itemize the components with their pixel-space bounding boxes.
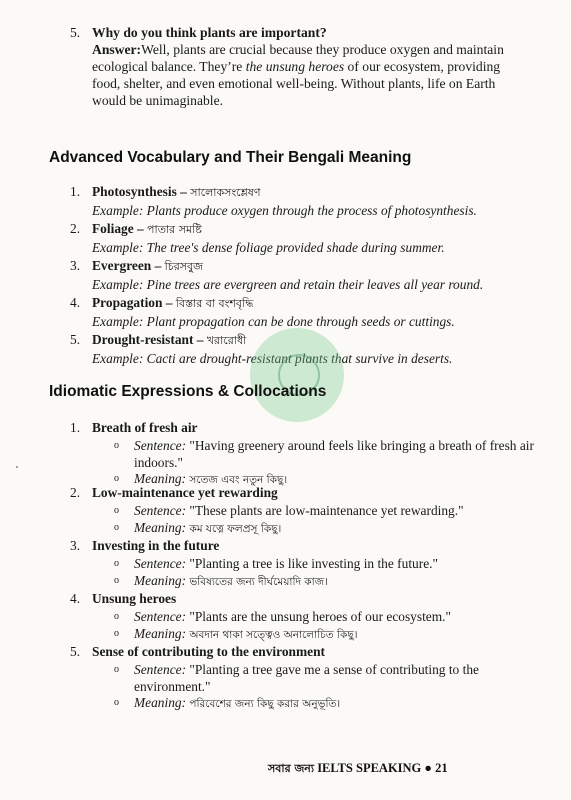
vocab-item [70, 184, 540, 221]
term-dash: – [162, 295, 176, 310]
vocab-example: Example: The tree's dense foliage provided shade during summer. [92, 240, 445, 255]
vocab-example: Example: Plants produce oxygen through the process of photosynthesis. [92, 203, 477, 218]
bullet-icon: o [114, 473, 119, 484]
idiom-item [70, 538, 540, 591]
idioms-list [70, 420, 540, 714]
bengali-meaning: বিস্তার বা বংশবৃদ্ধি [175, 297, 254, 310]
term-dash: – [176, 184, 191, 199]
meaning-label: Meaning: [134, 519, 187, 535]
term-word: Evergreen [92, 258, 152, 273]
idiom-title: Breath of fresh air [92, 420, 198, 435]
idiom-title: Sense of contributing to the environment [92, 644, 325, 659]
bullet-icon: o [114, 440, 119, 451]
sentence-text: "Planting a tree is like investing in the future." [186, 556, 438, 571]
bullet-icon: o [114, 697, 119, 708]
item-number: 4. [70, 295, 81, 310]
watermark-logo [250, 328, 344, 422]
bullet-icon: o [114, 611, 119, 622]
item-number: 3. [70, 258, 81, 273]
answer-part-1: Well, plants are crucial because they produce oxygen and maintain ecological balance. They’re [92, 42, 504, 74]
footer-text: IELTS SPEAKING ● 21 [314, 761, 448, 775]
idioms-heading: Idiomatic Expressions & Collocations [49, 383, 327, 400]
meaning-text: কম যত্নে ফলপ্রসূ কিছু। [186, 522, 282, 535]
sentence-label: Sentence: [134, 662, 187, 677]
term-dash: – [193, 332, 207, 347]
idiom-meaning [114, 625, 540, 644]
term-dash: – [133, 221, 148, 236]
item-number: 2. [70, 485, 81, 500]
idiom-sentence [114, 662, 534, 695]
vocab-example: Example: Plant propagation can be done through seeds or cuttings. [92, 314, 455, 329]
meaning-text: ভবিষ্যতের জন্য দীর্ঘমেয়াদি কাজ। [186, 575, 328, 588]
question-number: 5. [70, 25, 81, 40]
vocab-term [92, 184, 261, 203]
term-dash: – [151, 258, 165, 273]
sentence-label: Sentence: [134, 503, 187, 518]
page-footer [268, 760, 448, 779]
answer-text [92, 41, 520, 109]
idiom-item [70, 644, 540, 714]
bengali-meaning: খরারোধী [206, 334, 247, 347]
vocab-term [92, 295, 253, 314]
bullet-icon: o [114, 664, 119, 675]
vocab-example: Example: Cacti are drought-resistant plants that survive in deserts. [92, 351, 453, 366]
sentence-text: "These plants are low-maintenance yet rewarding." [186, 503, 464, 518]
item-number: 5. [70, 332, 81, 347]
term-word: Propagation [92, 295, 163, 310]
sentence-text: "Having greenery around feels like bringing a breath of fresh air indoors." [134, 438, 534, 470]
sentence-label: Sentence: [134, 556, 187, 571]
vocab-example: Example: Pine trees are evergreen and retain their leaves all year round. [92, 277, 484, 292]
sentence-text: "Plants are the unsung heroes of our ecosystem." [186, 609, 451, 624]
meaning-text: পরিবেশের জন্য কিছু করার অনুভূতি। [186, 698, 341, 710]
item-number: 5. [70, 644, 81, 659]
meaning-label: Meaning: [134, 572, 187, 588]
vocab-term [92, 221, 202, 240]
idiom-meaning [114, 519, 540, 538]
bullet-icon: o [114, 627, 119, 639]
meaning-label: Meaning: [134, 471, 187, 486]
idiom-sentence [114, 503, 540, 520]
idiom-title: Unsung heroes [92, 591, 177, 606]
vocab-item [70, 258, 540, 295]
vocab-item [70, 221, 540, 258]
bullet-icon: o [114, 505, 119, 516]
meaning-label: Meaning: [134, 695, 187, 710]
footer-bengali: সবার জন্য [268, 762, 315, 775]
sentence-label: Sentence: [134, 609, 187, 624]
idiom-item [70, 591, 540, 644]
answer-italic: the unsung heroes [245, 59, 345, 74]
vocabulary-heading: Advanced Vocabulary and Their Bengali Meaning [49, 149, 412, 166]
term-word: Foliage [92, 221, 134, 236]
item-number: 1. [70, 184, 81, 199]
sentence-label: Sentence: [134, 438, 187, 453]
question-text: Why do you think plants are important? [92, 25, 327, 40]
meaning-label: Meaning: [134, 625, 187, 641]
idiom-title: Investing in the future [92, 538, 220, 553]
item-number: 4. [70, 591, 81, 606]
idiom-meaning [114, 572, 540, 591]
sentence-text: "Planting a tree gave me a sense of contributing to the environment." [134, 662, 479, 694]
idiom-meaning [114, 695, 540, 713]
bengali-meaning: সালোকসংশ্লেষণ [190, 186, 261, 199]
bullet-icon: o [114, 574, 119, 586]
item-number: 1. [70, 420, 81, 435]
margin-mark [16, 466, 18, 468]
bengali-meaning: পাতার সমষ্টি [147, 223, 202, 236]
idiom-sentence [114, 438, 534, 471]
answer-part-2: of our ecosystem, providing food, shelter, and even emotional well-being. Without plants, life on Earth would be unimaginable. [92, 59, 501, 108]
vocab-term [92, 258, 203, 277]
vocab-term [92, 332, 246, 351]
bullet-icon: o [114, 521, 119, 533]
idiom-sentence [114, 556, 540, 573]
answer-label: Answer: [92, 42, 142, 57]
bullet-icon: o [114, 558, 119, 569]
idiom-title: Low-maintenance yet rewarding [92, 485, 278, 500]
idiom-sentence [114, 609, 540, 626]
question-5-block [70, 24, 520, 109]
term-word: Photosynthesis [92, 184, 177, 199]
idiom-item [70, 420, 540, 485]
meaning-text: অবদান থাকা সত্ত্বেও অনালোচিত কিছু। [186, 628, 358, 641]
item-number: 3. [70, 538, 81, 553]
item-number: 2. [70, 221, 81, 236]
term-word: Drought-resistant [92, 332, 194, 347]
vocab-item [70, 295, 540, 332]
bengali-meaning: চিরসবুজ [164, 260, 204, 273]
idiom-item [70, 485, 540, 538]
meaning-text: সতেজ এবং নতুন কিছু। [186, 474, 288, 486]
